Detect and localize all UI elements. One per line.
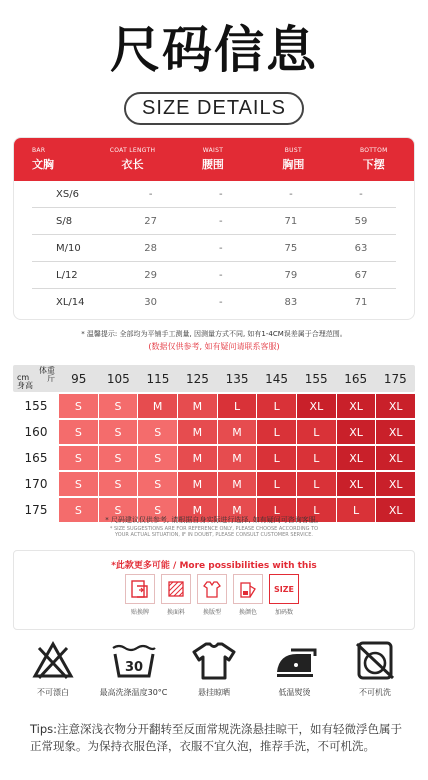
size-cell: L [257, 472, 296, 496]
size-label: L/12 [56, 269, 78, 281]
logo-icon [125, 574, 155, 604]
size-table-row [32, 181, 396, 208]
size-cell: M [178, 498, 217, 522]
weight-header: 125 [186, 371, 209, 386]
style-icon [197, 574, 227, 604]
size-value: - [148, 188, 153, 200]
size-cell: S [59, 394, 98, 418]
measure-note: * 温馨提示: 全部均为平铺手工测量, 因测量方式不同, 如有1-4CM误差属于合理范围。 [81, 330, 347, 338]
header-col-waist: WAIST 腰围 [201, 147, 224, 171]
size-cell: S [138, 472, 177, 496]
care-item-hang-dry: 悬挂晾晒 [177, 640, 251, 698]
weight-header: 175 [383, 371, 407, 386]
size-cell: S [59, 472, 98, 496]
size-table-row [32, 208, 396, 235]
size-value: 30 [144, 297, 158, 308]
size-value: 27 [144, 215, 158, 227]
size-table-row [32, 289, 396, 316]
header-col-coat-length: COAT LENGTH 衣长 [109, 147, 156, 171]
size-value: - [218, 297, 223, 308]
size-cell: S [99, 472, 138, 496]
size-cell: XL [337, 446, 376, 470]
size-cell: L [257, 394, 296, 418]
size-cell: XL [337, 472, 376, 496]
care-instructions [16, 640, 412, 698]
promo-item-color: 换颜色 [233, 574, 263, 616]
size-cell: M [138, 394, 177, 418]
size-recommendation-grid [13, 365, 415, 522]
promo-icons [125, 574, 299, 616]
size-cell: XL [297, 394, 336, 418]
color-icon [233, 574, 263, 604]
size-cell: L [257, 498, 296, 522]
size-cell: XL [376, 472, 415, 496]
reference-note: (数据仅供参考, 如有疑问请联系客服) [148, 342, 280, 351]
size-cell: L [297, 498, 336, 522]
care-tips: Tips:注意深浅衣物分开翻转至反面常规洗涤悬挂晾干，如有轻微浮色属于正常现象。为保持衣服色泽，衣服不宜久泡，推荐手洗，不可机洗。 [30, 722, 403, 753]
size-detail-table [13, 137, 415, 320]
care-item-wash-30: 30 最高洗涤温度30°C [97, 640, 171, 698]
promo-item-style: 换版型 [197, 574, 227, 616]
size-cell: S [59, 498, 98, 522]
height-label: 165 [24, 451, 48, 465]
size-value: - [359, 188, 363, 200]
size-cell: L [297, 446, 336, 470]
size-icon: SIZE [269, 574, 299, 604]
height-label: 155 [24, 399, 48, 413]
header-col-bar: BAR 文胸 [32, 147, 54, 171]
no-bleach-icon [31, 640, 75, 680]
size-value: 59 [354, 215, 368, 227]
size-table-row [32, 235, 396, 262]
size-cell: S [99, 394, 138, 418]
advice-note: * 尺码建议仅供参考, 请根据自身实际进行选择, 如有疑问可咨询客服。 [105, 516, 323, 524]
size-value: 67 [354, 269, 368, 281]
size-value: - [289, 188, 293, 200]
height-label: 160 [24, 425, 48, 439]
size-cell: S [138, 498, 177, 522]
size-cell: M [218, 498, 257, 522]
promo-title: *此款更多可能 / More possibilities with this [111, 561, 317, 571]
size-value: 71 [284, 215, 298, 227]
subtitle-wrap [0, 92, 428, 125]
size-label: XL/14 [56, 297, 85, 308]
grid-row [13, 394, 415, 418]
size-cell: M [178, 472, 217, 496]
size-cell: XL [376, 420, 415, 444]
advice-note-en: * SIZE SUGGESTIONS ARE FOR REFERENCE ONLY, PLEASE CHOOSE ACCORDING TO YOUR ACTUAL SITUATION, IF IN DOUBT, PLEASE CONSULT CUSTOMER SERVICE. [109, 526, 319, 538]
size-value: - [218, 269, 223, 281]
size-cell: XL [376, 498, 415, 522]
promo-item-fabric: 换面料 [161, 574, 191, 616]
size-table-body [14, 181, 414, 316]
size-value: 29 [144, 269, 158, 281]
size-cell: XL [376, 446, 415, 470]
height-label: 170 [24, 477, 48, 491]
size-cell: XL [337, 420, 376, 444]
weight-header: 165 [344, 371, 368, 386]
size-value: - [218, 242, 223, 254]
size-cell: S [59, 446, 98, 470]
low-iron-icon [271, 640, 319, 680]
size-value: 71 [354, 297, 368, 308]
page-subtitle: SIZE DETAILS [124, 92, 304, 125]
size-label: M/10 [56, 242, 81, 254]
size-cell: L [297, 420, 336, 444]
size-value: - [218, 215, 223, 227]
size-value: 75 [284, 242, 298, 254]
height-axis-label: cm 身高 [17, 373, 33, 390]
size-cell: M [178, 420, 217, 444]
size-cell: L [218, 394, 257, 418]
weight-header: 95 [71, 371, 87, 386]
size-cell: M [178, 446, 217, 470]
size-table-header [14, 138, 414, 181]
size-cell: S [138, 420, 177, 444]
size-cell: M [218, 446, 257, 470]
size-cell: S [99, 498, 138, 522]
size-value: 28 [144, 242, 158, 254]
weight-header: 155 [304, 371, 328, 386]
care-item-low-iron: 低温熨烫 [258, 640, 332, 698]
promo-item-logo: 贴换牌 [125, 574, 155, 616]
size-value: - [218, 188, 223, 200]
size-cell: L [297, 472, 336, 496]
no-machine-wash-icon [353, 640, 397, 680]
weight-header: 105 [106, 371, 130, 386]
height-label: 175 [24, 503, 48, 517]
grid-corner [13, 365, 59, 392]
svg-text:30: 30 [124, 660, 143, 675]
grid-body [13, 394, 415, 522]
weight-header: 145 [265, 371, 289, 386]
size-cell: S [138, 446, 177, 470]
weight-header: 115 [146, 371, 170, 386]
grid-row [13, 472, 415, 496]
care-item-no-machine-wash: 不可机洗 [338, 640, 412, 698]
header-col-bottom: BOTTOM 下摆 [359, 147, 388, 171]
grid-row [13, 420, 415, 444]
size-table-row [32, 262, 396, 289]
size-cell: L [257, 446, 296, 470]
fabric-icon [161, 574, 191, 604]
size-cell: M [218, 420, 257, 444]
size-value: 83 [284, 297, 298, 308]
size-cell: L [337, 498, 376, 522]
size-value: 79 [284, 269, 298, 281]
size-cell: XL [376, 394, 415, 418]
grid-header [13, 365, 415, 392]
page-title: 尺码信息 [110, 21, 318, 79]
size-cell: M [178, 394, 217, 418]
size-cell: XL [337, 394, 376, 418]
header-col-bust: BUST 胸围 [282, 147, 305, 171]
size-cell: M [218, 472, 257, 496]
size-cell: S [99, 446, 138, 470]
customization-box [13, 550, 415, 630]
size-cell: S [99, 420, 138, 444]
grid-row [13, 446, 415, 470]
hang-dry-icon [191, 640, 237, 680]
size-cell: L [257, 420, 296, 444]
promo-item-size: SIZE 加码数 [269, 574, 299, 616]
size-label: XS/6 [56, 188, 79, 200]
size-cell: S [59, 420, 98, 444]
weight-header: 135 [225, 371, 249, 386]
care-item-no-bleach: 不可漂白 [16, 640, 90, 698]
weight-axis-label: 体重 斤 [39, 366, 55, 383]
size-value: 63 [354, 242, 368, 254]
size-label: S/8 [56, 215, 73, 227]
wash-30-icon [110, 640, 158, 680]
